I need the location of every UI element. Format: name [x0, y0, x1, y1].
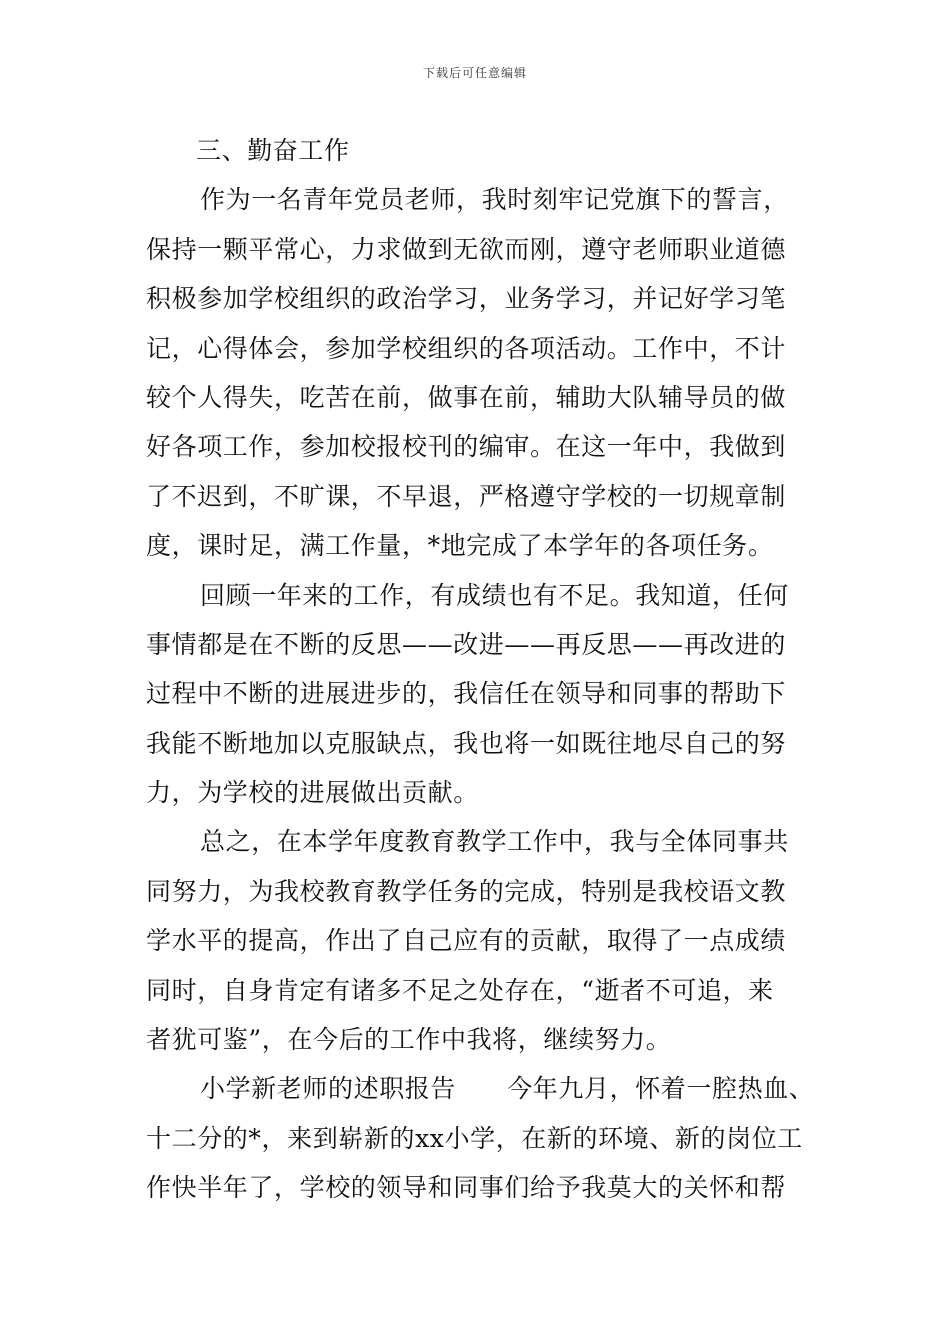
section-heading: 三、勤奋工作 [196, 136, 350, 165]
paragraph-line: 总之，在本学年度教育教学工作中，我与全体同事共 [200, 827, 789, 857]
page-header: 下载后可任意编辑 [422, 66, 527, 80]
paragraph-line: 者犹可鉴”，在今后的工作中我将，继续努力。 [146, 1025, 672, 1055]
paragraph-line: 过程中不断的进展进步的，我信任在领导和同事的帮助下 [146, 679, 787, 709]
paragraph-line: 我能不断地加以克服缺点，我也将一如既往地尽自己的努 [146, 728, 787, 758]
paragraph-line: 作快半年了，学校的领导和同事们给予我莫大的关怀和帮 [146, 1173, 787, 1203]
paragraph-line: 小学新老师的述职报告 今年九月，怀着一腔热血、 [200, 1074, 815, 1104]
paragraph-line: 了不迟到，不旷课，不早退，严格遵守学校的一切规章制 [146, 481, 787, 511]
paragraph-line: 同时，自身肯定有诸多不足之处存在，“逝者不可追，来 [146, 975, 774, 1005]
paragraph-line: 较个人得失，吃苦在前，做事在前，辅助大队辅导员的做 [146, 382, 787, 412]
paragraph-line: 力，为学校的进展做出贡献。 [146, 778, 479, 808]
paragraph-line: 好各项工作，参加校报校刊的编审。在这一年中，我做到 [146, 432, 787, 462]
paragraph-line: 学水平的提高，作出了自己应有的贡献，取得了一点成绩 [146, 926, 787, 956]
paragraph-line: 度，课时足，满工作量，*地完成了本学年的各项任务。 [146, 531, 774, 561]
paragraph-line: 事情都是在不断的反思——改进——再反思——再改进的 [146, 629, 787, 659]
document-body [146, 126, 814, 1213]
paragraph-line: 保持一颗平常心，力求做到无欲而刚，遵守老师职业道德 [146, 234, 787, 264]
paragraph-line: 十二分的*，来到崭新的xx小学，在新的环境、新的岗位工 [146, 1123, 803, 1153]
paragraph-line: 积极参加学校组织的政治学习，业务学习，并记好学习笔 [146, 284, 787, 314]
paragraph-line: 记，心得体会，参加学校组织的各项活动。工作中，不计 [146, 333, 787, 363]
paragraph-line: 作为一名青年党员老师，我时刻牢记党旗下的誓言， [200, 185, 789, 215]
paragraph-line: 回顾一年来的工作，有成绩也有不足。我知道，任何 [200, 580, 789, 610]
paragraph-line: 同努力，为我校教育教学任务的完成，特别是我校语文教 [146, 876, 787, 906]
